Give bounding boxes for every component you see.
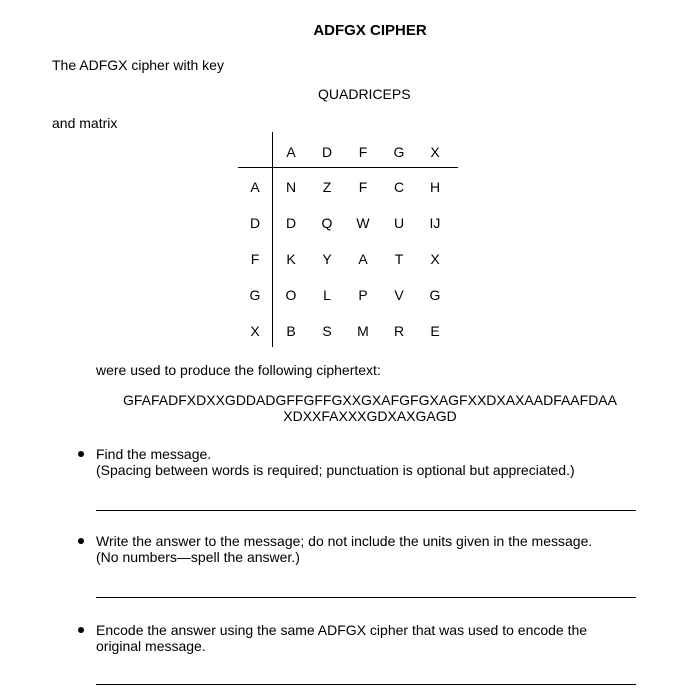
matrix-cell: U [393,215,405,231]
row-header: D [249,215,261,231]
matrix-cell: M [357,323,369,339]
matrix-cell: R [393,323,405,339]
question-3-line-2: original message. [96,638,206,654]
matrix-cell: E [430,323,440,339]
matrix-cell: W [356,215,370,231]
matrix-cell: Z [322,179,332,195]
answer-line-2[interactable] [96,597,636,598]
bullet-icon [78,538,84,544]
col-header: F [358,144,368,160]
matrix-cell: S [322,323,332,339]
row-header: A [250,179,260,195]
bullet-icon [78,451,84,457]
matrix-cell: K [286,251,296,267]
intro-text: The ADFGX cipher with key [52,57,224,73]
ciphertext-intro: were used to produce the following ciphertext: [96,362,381,378]
matrix-cell: O [285,287,297,303]
matrix-cell: B [286,323,296,339]
col-header: X [430,144,440,160]
answer-line-3[interactable] [96,684,636,685]
cipher-matrix [238,132,458,347]
matrix-cell: X [430,251,440,267]
matrix-cell: L [323,287,331,303]
bullet-icon [78,627,84,633]
matrix-vertical-divider [272,132,273,347]
row-header: X [250,323,260,339]
cipher-key: QUADRICEPS [318,86,411,102]
matrix-cell: C [393,179,405,195]
matrix-cell: Y [322,251,332,267]
matrix-cell: T [394,251,404,267]
answer-line-1[interactable] [96,510,636,511]
question-2-line-2: (No numbers—spell the answer.) [96,549,300,565]
matrix-cell: P [358,287,368,303]
matrix-cell: D [285,215,297,231]
question-3-line-1: Encode the answer using the same ADFGX cipher that was used to encode the [96,622,588,638]
ciphertext-line-1: GFAFADFXDXXGDDADGFFGFFGXXGXAFGFGXAGFXXDXAXAADFAAFDAA [123,392,617,408]
col-header: A [286,144,296,160]
question-1-line-1: Find the message. [96,446,212,462]
row-header: F [250,251,260,267]
matrix-cell: V [394,287,404,303]
page-title: ADFGX CIPHER [313,22,427,39]
row-header: G [249,287,261,303]
question-2-line-1: Write the answer to the message; do not include the units given in the message. [96,533,593,549]
matrix-cell: G [429,287,441,303]
question-1-line-2: (Spacing between words is required; punctuation is optional but appreciated.) [96,462,575,478]
matrix-cell: A [358,251,368,267]
matrix-label: and matrix [52,115,118,131]
ciphertext-line-2: XDXXFAXXXGDXAXGAGD [283,408,457,424]
matrix-cell: H [429,179,441,195]
matrix-cell: N [285,179,297,195]
col-header: D [321,144,333,160]
matrix-horizontal-divider [238,167,458,168]
matrix-cell: IJ [429,215,441,231]
col-header: G [393,144,405,160]
matrix-cell: F [358,179,368,195]
matrix-cell: Q [321,215,333,231]
